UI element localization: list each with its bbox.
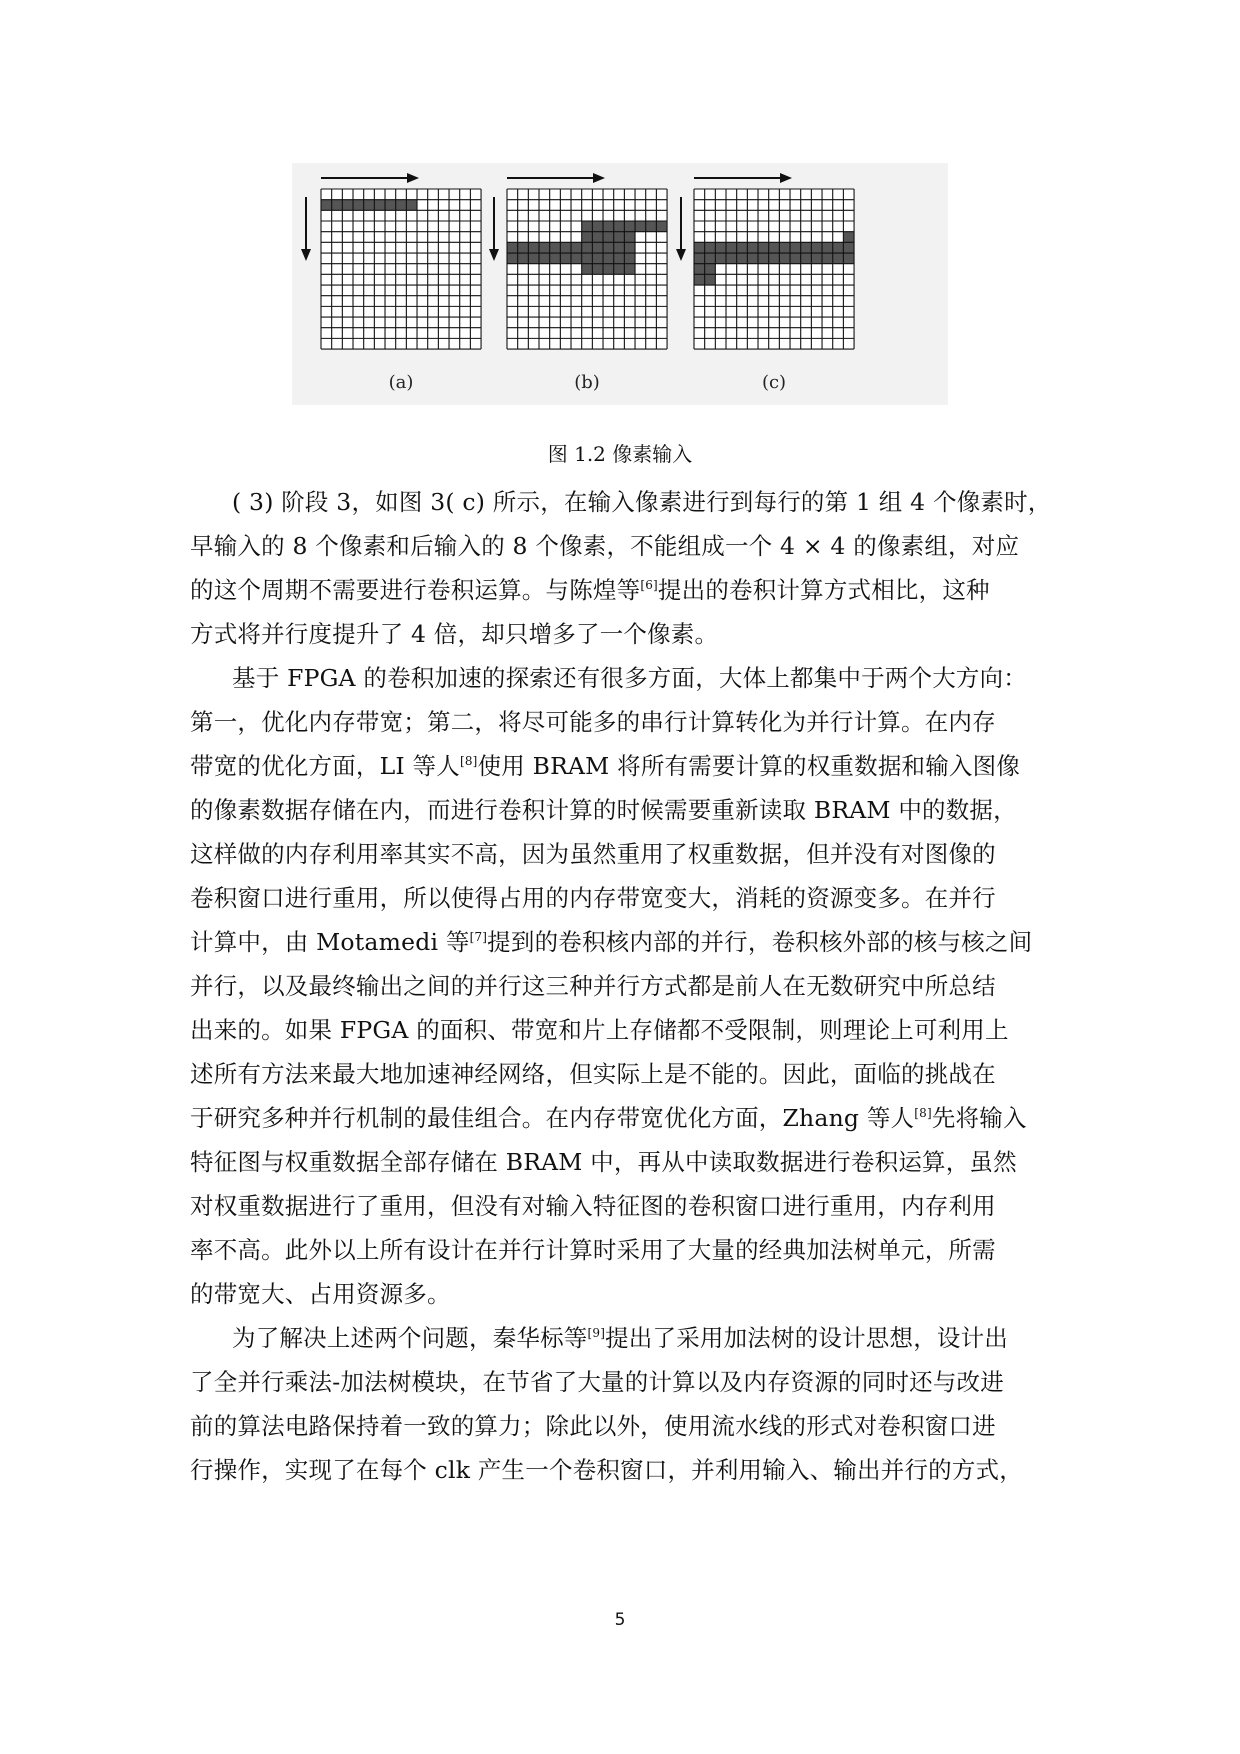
- shaded-pixel: [646, 221, 657, 232]
- shaded-pixel: [747, 242, 758, 253]
- text-line: 这样做的内存利用率其实不高，因为虽然重用了权重数据，但并没有对图像的: [190, 840, 996, 868]
- shaded-pixel: [614, 242, 625, 253]
- paragraph: [190, 656, 1060, 1316]
- shaded-pixel: [592, 264, 603, 275]
- shaded-pixel: [518, 242, 529, 253]
- shaded-pixel: [833, 253, 844, 264]
- text-segment: 于研究多种并行机制的最佳组合。在内存带宽优化方面，Zhang 等人: [190, 1104, 915, 1132]
- shaded-pixel: [843, 253, 854, 264]
- grid-background: [321, 189, 481, 349]
- shaded-pixel: [321, 200, 332, 211]
- shaded-pixel: [507, 242, 518, 253]
- shaded-pixel: [582, 253, 593, 264]
- shaded-pixel: [550, 242, 561, 253]
- arrowhead-down-icon: [301, 249, 311, 261]
- shaded-pixel: [758, 242, 769, 253]
- shaded-pixel: [582, 232, 593, 243]
- text-line: 方式将并行度提升了 4 倍，却只增多了一个像素。: [190, 620, 719, 648]
- arrowhead-right-icon: [407, 173, 419, 183]
- shaded-pixel: [614, 221, 625, 232]
- shaded-pixel: [539, 253, 550, 264]
- text-line: [190, 744, 1060, 788]
- shaded-pixel: [801, 253, 812, 264]
- shaded-pixel: [507, 253, 518, 264]
- shaded-pixel: [811, 242, 822, 253]
- shaded-pixel: [614, 264, 625, 275]
- text-segment: 提出了采用加法树的设计思想，设计出: [605, 1324, 1009, 1352]
- shaded-pixel: [694, 242, 705, 253]
- shaded-pixel: [656, 221, 667, 232]
- shaded-pixel: [811, 253, 822, 264]
- shaded-pixel: [822, 242, 833, 253]
- arrowhead-down-icon: [489, 249, 499, 261]
- shaded-pixel: [726, 242, 737, 253]
- shaded-pixel: [353, 200, 364, 211]
- shaded-pixel: [582, 242, 593, 253]
- shaded-pixel: [715, 242, 726, 253]
- shaded-pixel: [779, 242, 790, 253]
- text-line: 前的算法电路保持着一致的算力；除此以外，使用流水线的形式对卷积窗口进: [190, 1412, 996, 1440]
- shaded-pixel: [528, 253, 539, 264]
- text-segment: 使用 BRAM 将所有需要计算的权重数据和输入图像: [477, 752, 1021, 780]
- shaded-pixel: [790, 242, 801, 253]
- shaded-pixel: [758, 253, 769, 264]
- panel-label: (b): [574, 372, 600, 393]
- shaded-pixel: [705, 264, 716, 275]
- shaded-pixel: [582, 264, 593, 275]
- grid-background: [694, 189, 854, 349]
- shaded-pixel: [592, 221, 603, 232]
- text-segment: 提出的卷积计算方式相比，这种: [657, 576, 990, 604]
- text-line: 第一，优化内存带宽；第二，将尽可能多的串行计算转化为并行计算。在内存: [190, 708, 996, 736]
- paragraph: [190, 480, 1060, 656]
- shaded-pixel: [342, 200, 353, 211]
- text-line: 出来的。如果 FPGA 的面积、带宽和片上存储都不受限制，则理论上可利用上: [190, 1016, 1009, 1044]
- citation-ref: [8]: [459, 754, 478, 769]
- shaded-pixel: [528, 242, 539, 253]
- text-line: 早输入的 8 个像素和后输入的 8 个像素，不能组成一个 4 × 4 的像素组，对应: [190, 532, 1020, 560]
- shaded-pixel: [614, 253, 625, 264]
- page-number: 5: [614, 1610, 626, 1630]
- shaded-pixel: [550, 253, 561, 264]
- shaded-pixel: [582, 221, 593, 232]
- shaded-pixel: [518, 253, 529, 264]
- text-line: ( 3) 阶段 3，如图 3( c) 所示，在输入像素进行到每行的第 1 组 4 个像素时，: [232, 488, 1052, 516]
- text-line: 述所有方法来最大地加速神经网络，但实际上是不能的。因此，面临的挑战在: [190, 1060, 996, 1088]
- text-line: 行操作，实现了在每个 clk 产生一个卷积窗口，并利用输入、输出并行的方式，: [190, 1456, 1023, 1484]
- shaded-pixel: [560, 242, 571, 253]
- shaded-pixel: [624, 264, 635, 275]
- shaded-pixel: [571, 242, 582, 253]
- text-line: 基于 FPGA 的卷积加速的探索还有很多方面，大体上都集中于两个大方向：: [232, 664, 1027, 692]
- shaded-pixel: [614, 232, 625, 243]
- text-line: 了全并行乘法-加法树模块，在节省了大量的计算以及内存资源的同时还与改进: [190, 1368, 1004, 1396]
- shaded-pixel: [385, 200, 396, 211]
- body-text: [190, 480, 1060, 1492]
- panel-label: (c): [761, 372, 787, 393]
- arrowhead-right-icon: [780, 173, 792, 183]
- shaded-pixel: [694, 274, 705, 285]
- paragraph: [190, 1316, 1060, 1492]
- text-line: 的带宽大、占用资源多。: [190, 1280, 451, 1308]
- pixel-grid-figure: [292, 163, 948, 405]
- text-line: 对权重数据进行了重用，但没有对输入特征图的卷积窗口进行重用，内存利用: [190, 1192, 996, 1220]
- shaded-pixel: [603, 232, 614, 243]
- shaded-pixel: [603, 221, 614, 232]
- text-line: 并行，以及最终输出之间的并行这三种并行方式都是前人在无数研究中所总结: [190, 972, 996, 1000]
- shaded-pixel: [705, 274, 716, 285]
- text-segment: 带宽的优化方面，LI 等人: [190, 752, 460, 780]
- shaded-pixel: [843, 242, 854, 253]
- shaded-pixel: [592, 242, 603, 253]
- shaded-pixel: [705, 242, 716, 253]
- shaded-pixel: [694, 253, 705, 264]
- shaded-pixel: [603, 264, 614, 275]
- shaded-pixel: [624, 232, 635, 243]
- figure-pixel-input: [292, 163, 948, 405]
- shaded-pixel: [560, 253, 571, 264]
- text-line: 的像素数据存储在内，而进行卷积计算的时候需要重新读取 BRAM 中的数据，: [190, 796, 1017, 824]
- shaded-pixel: [364, 200, 375, 211]
- arrowhead-down-icon: [676, 249, 686, 261]
- shaded-pixel: [332, 200, 343, 211]
- text-segment: 为了解决上述两个问题，秦华标等: [232, 1324, 588, 1352]
- shaded-pixel: [769, 253, 780, 264]
- text-line: [190, 920, 1060, 964]
- text-segment: 的这个周期不需要进行卷积运算。与陈煌等: [190, 576, 641, 604]
- citation-ref: [7]: [469, 930, 488, 945]
- shaded-pixel: [801, 242, 812, 253]
- shaded-pixel: [747, 253, 758, 264]
- shaded-pixel: [737, 253, 748, 264]
- shaded-pixel: [396, 200, 407, 211]
- text-line: [190, 1316, 1060, 1360]
- text-line: 率不高。此外以上所有设计在并行计算时采用了大量的经典加法树单元，所需: [190, 1236, 996, 1264]
- shaded-pixel: [624, 242, 635, 253]
- shaded-pixel: [635, 221, 646, 232]
- shaded-pixel: [406, 200, 417, 211]
- text-line: 特征图与权重数据全部存储在 BRAM 中，再从中读取数据进行卷积运算，虽然: [190, 1148, 1017, 1176]
- shaded-pixel: [843, 232, 854, 243]
- shaded-pixel: [715, 253, 726, 264]
- text-line: 卷积窗口进行重用，所以使得占用的内存带宽变大，消耗的资源变多。在并行: [190, 884, 996, 912]
- shaded-pixel: [694, 264, 705, 275]
- shaded-pixel: [374, 200, 385, 211]
- shaded-pixel: [624, 253, 635, 264]
- figure-caption: 图 1.2 像素输入: [547, 442, 693, 466]
- text-segment: 先将输入: [931, 1104, 1027, 1132]
- shaded-pixel: [769, 242, 780, 253]
- shaded-pixel: [790, 253, 801, 264]
- shaded-pixel: [592, 253, 603, 264]
- citation-ref: [6]: [640, 578, 658, 593]
- shaded-pixel: [571, 253, 582, 264]
- text-segment: 提到的卷积核内部的并行，卷积核外部的核与核之间: [487, 928, 1033, 956]
- shaded-pixel: [592, 232, 603, 243]
- text-line: [190, 1096, 1060, 1140]
- citation-ref: [8]: [914, 1106, 932, 1121]
- shaded-pixel: [603, 242, 614, 253]
- shaded-pixel: [779, 253, 790, 264]
- shaded-pixel: [705, 253, 716, 264]
- shaded-pixel: [603, 253, 614, 264]
- arrowhead-right-icon: [593, 173, 605, 183]
- shaded-pixel: [833, 242, 844, 253]
- shaded-pixel: [624, 221, 635, 232]
- shaded-pixel: [737, 242, 748, 253]
- citation-ref: [9]: [587, 1326, 606, 1341]
- panel-label: (a): [388, 372, 414, 393]
- text-segment: 计算中，由 Motamedi 等: [190, 928, 470, 956]
- shaded-pixel: [726, 253, 737, 264]
- shaded-pixel: [822, 253, 833, 264]
- text-line: [190, 568, 1060, 612]
- shaded-pixel: [539, 242, 550, 253]
